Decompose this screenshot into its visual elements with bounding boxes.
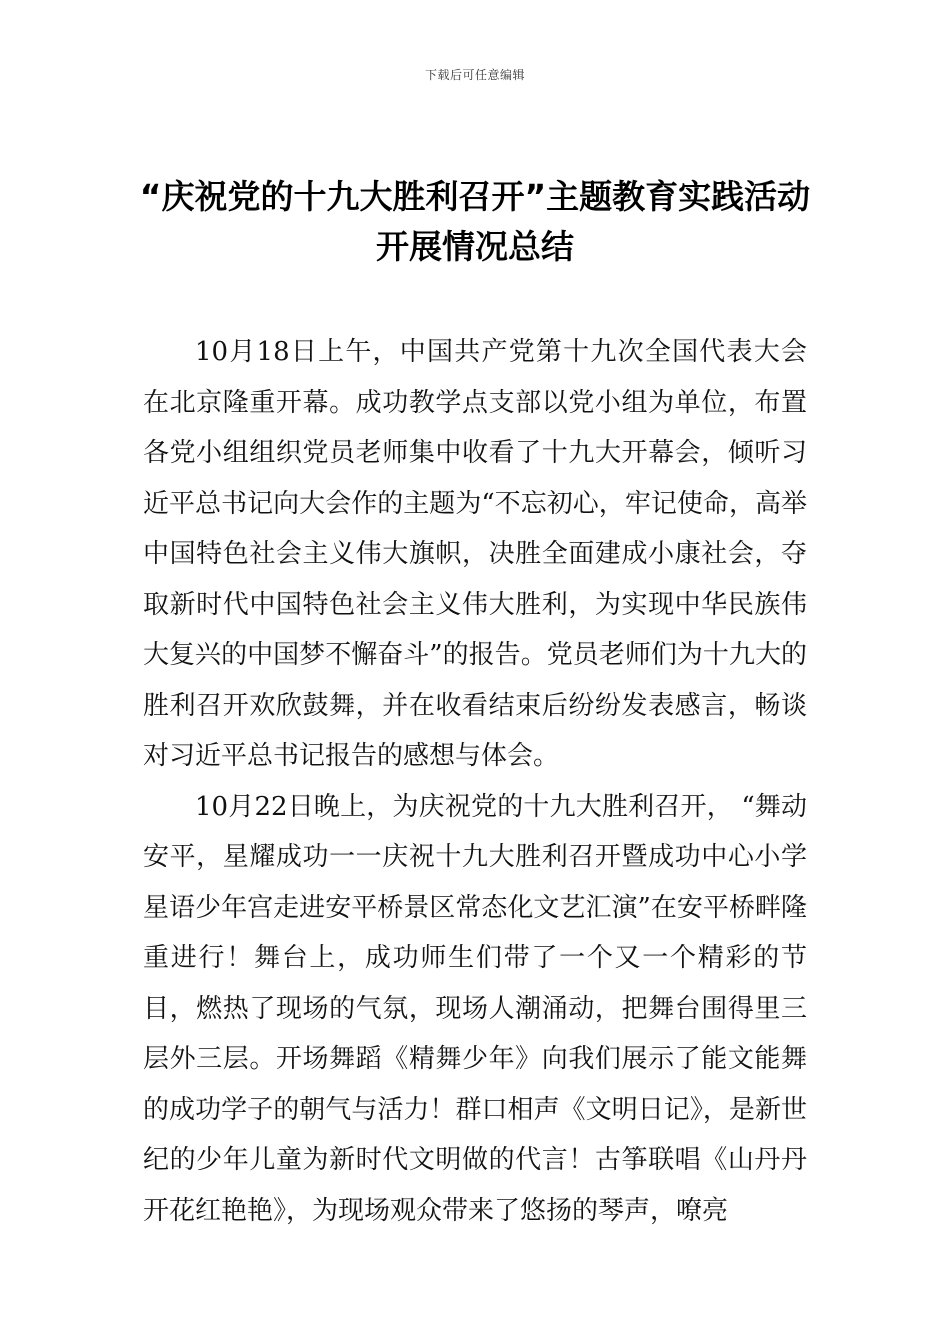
paragraph-2: 10月22日晚上，为庆祝党的十九大胜利召开， “舞动安平，星耀成功一一庆祝十九大胜利召开暨成功中心小学星语少年宫走进安平桥景区常态化文艺汇演”在安平桥畔隆重进行！舞台上，成功师生们带了一个又一个精彩的节目，燃热了现场的气氛，现场人潮涌动，把舞台围得里三层外三层。开场舞蹈《精舞少年》向我们展示了能文能舞的成功学子的朝气与活力！群口相声《文明日记》，是新世纪的少年儿童为新时代文明做的代言！古筝联唱《山丹丹开花红艳艳》，为现场观众带来了悠扬的琴声，嘹亮	[143, 791, 807, 1226]
document-title: “庆祝党的十九大胜利召开”主题教育实践活动开展情况总结	[139, 177, 811, 266]
header-note: 下载后可任意编辑	[424, 68, 525, 82]
paragraph-1: 10月18日上午，中国共产党第十九次全国代表大会在北京隆重开幕。成功教学点支部以党小组为单位，布置各党小组组织党员老师集中收看了十九大开幕会，倾听习近平总书记向大会作的主题为“不忘初心，牢记使命，高举中国特色社会主义伟大旗帜，决胜全面建成小康社会，夺取新时代中国特色社会主义伟大胜利，为实现中华民族伟大复兴的中国梦不懈奋斗”的报告。党员老师们为十九大的胜利召开欢欣鼓舞，并在收看结束后纷纷发表感言，畅谈对习近平总书记报告的感想与体会。	[143, 337, 807, 771]
document-body	[143, 327, 807, 1236]
